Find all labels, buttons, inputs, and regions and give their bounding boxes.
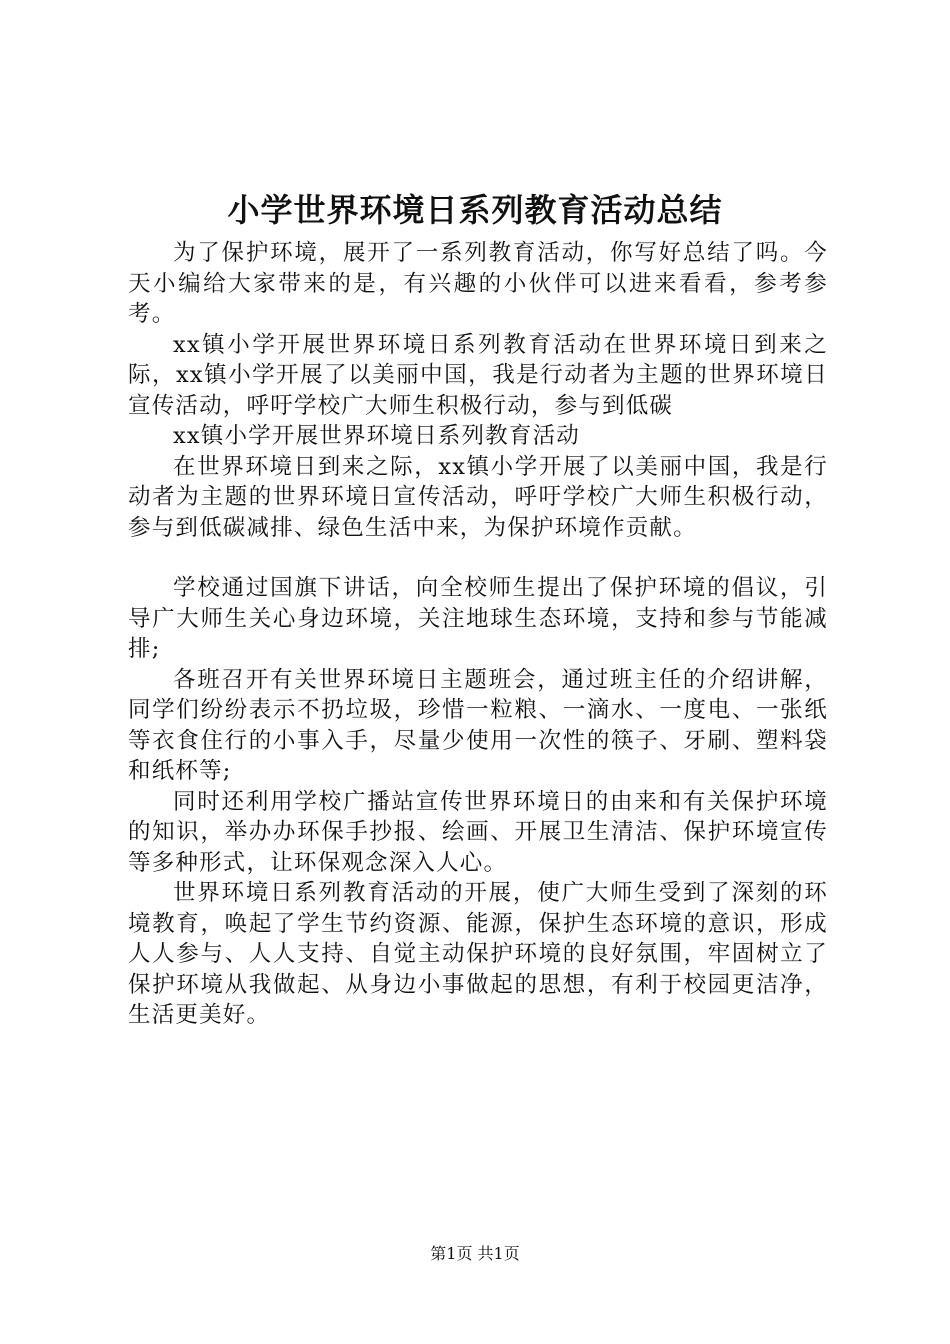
paragraph-summary: xx镇小学开展世界环境日系列教育活动在世界环境日到来之际，xx镇小学开展了以美丽中国，我是行动者为主题的世界环境日宣传活动，呼吁学校广大师生积极行动，参与到低碳 — [128, 331, 828, 419]
document-body — [128, 238, 828, 1031]
paragraph-conclusion: 世界环境日系列教育活动的开展，使广大师生受到了深刻的环境教育，唤起了学生节约资源、能源，保护生态环境的意识，形成人人参与、人人支持、自觉主动保护环境的良好氛围，牢固树立了保护环境从我做起、从身边小事做起的思想，有利于校园更洁净，生活更美好。 — [128, 880, 828, 1028]
paragraph-subheading: xx镇小学开展世界环境日系列教育活动 — [173, 423, 580, 449]
page-number-footer: 第1页 共1页 — [430, 1244, 520, 1263]
paragraph-intro: 为了保护环境，展开了一系列教育活动，你写好总结了吗。今天小编给大家带来的是，有兴趣的小伙伴可以进来看看，参考参考。 — [128, 240, 828, 327]
paragraph-flag-speech: 学校通过国旗下讲话，向全校师生提出了保护环境的倡议，引导广大师生关心身边环境，关注地球生态环境，支持和参与节能减排; — [128, 575, 828, 662]
paragraph-activity-overview: 在世界环境日到来之际，xx镇小学开展了以美丽中国，我是行动者为主题的世界环境日宣传活动，呼吁学校广大师生积极行动，参与到低碳减排、绿色生活中来，为保护环境作贡献。 — [128, 453, 828, 541]
paragraph-class-meetings: 各班召开有关世界环境日主题班会，通过班主任的介绍讲解，同学们纷纷表示不扔垃圾，珍惜一粒粮、一滴水、一度电、一张纸等衣食住行的小事入手，尽量少使用一次性的筷子、牙刷、塑料袋和纸杯等; — [128, 666, 828, 784]
document-title: 小学世界环境日系列教育活动总结 — [227, 191, 723, 229]
paragraph-broadcast: 同时还利用学校广播站宣传世界环境日的由来和有关保护环境的知识，举办办环保手抄报、绘画、开展卫生清洁、保护环境宣传等多种形式，让环保观念深入人心。 — [128, 788, 828, 876]
